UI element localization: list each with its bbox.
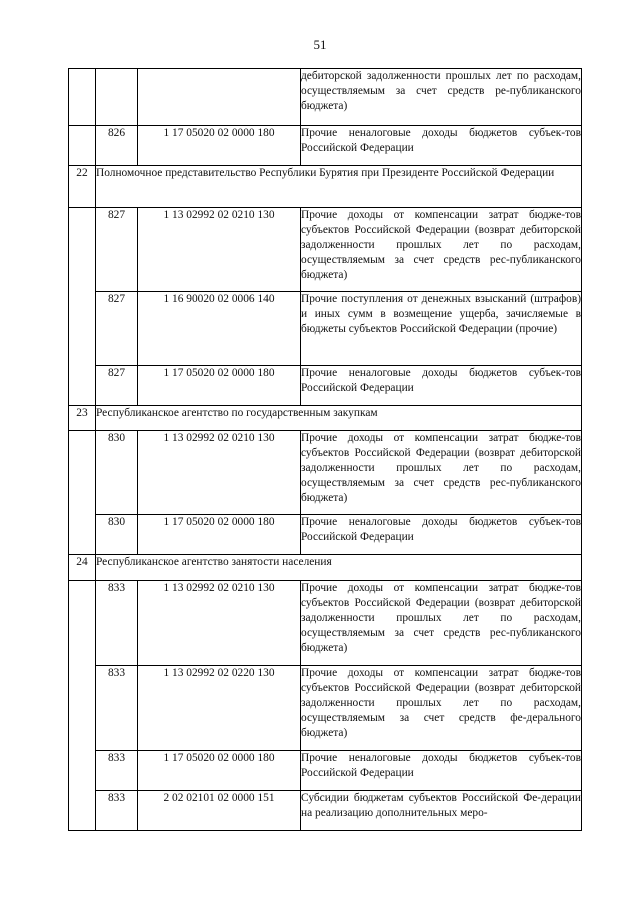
kbk-cell: 2 02 02101 02 0000 151: [138, 791, 301, 831]
admin-code-cell: 833: [96, 751, 138, 791]
page-number: 51: [313, 37, 327, 52]
number-cell: [69, 126, 96, 166]
kbk-cell: 1 17 05020 02 0000 180: [138, 751, 301, 791]
description-cell: Прочие неналоговые доходы бюджетов субъек-тов Российской Федерации: [301, 751, 582, 791]
description-cell: Прочие доходы от компенсации затрат бюдже-тов субъектов Российской Федерации (возврат дебиторской задолженности прошлых лет по расходам, осуществляемым за счет средств фе-дерального бюджета): [301, 666, 582, 751]
kbk-cell: [138, 69, 301, 126]
revenue-codes-table: [68, 68, 582, 831]
table-row: [69, 431, 582, 515]
organization-row: [69, 166, 582, 208]
org-name-cell: Полномочное представительство Республики Бурятия при Президенте Российской Федерации: [96, 166, 582, 208]
admin-code-cell: 827: [96, 208, 138, 292]
number-cell: [69, 69, 96, 126]
number-cell: [69, 431, 96, 555]
org-name-cell: Республиканское агентство занятости населения: [96, 555, 582, 581]
kbk-cell: 1 13 02992 02 0210 130: [138, 431, 301, 515]
description-cell: Субсидии бюджетам субъектов Российской Фе-дерации на реализацию дополнительных меро-: [301, 791, 582, 831]
description-cell: дебиторской задолженности прошлых лет по расходам, осуществляемым за счет средств ре-публиканского бюджета): [301, 69, 582, 126]
description-cell: Прочие неналоговые доходы бюджетов субъек-тов Российской Федерации: [301, 366, 582, 406]
kbk-cell: 1 13 02992 02 0210 130: [138, 581, 301, 666]
organization-row: [69, 406, 582, 431]
admin-code-cell: 826: [96, 126, 138, 166]
admin-code-cell: 827: [96, 292, 138, 366]
description-cell: Прочие доходы от компенсации затрат бюдже-тов субъектов Российской Федерации (возврат дебиторской задолженности прошлых лет по расходам, осуществляемым за счет средств рес-публиканского бюджета): [301, 581, 582, 666]
kbk-cell: 1 17 05020 02 0000 180: [138, 366, 301, 406]
org-number-cell: 24: [69, 555, 96, 581]
table-row: [69, 208, 582, 292]
admin-code-cell: [96, 69, 138, 126]
org-number-cell: 22: [69, 166, 96, 208]
table-row: [69, 581, 582, 666]
admin-code-cell: 833: [96, 581, 138, 666]
admin-code-cell: 827: [96, 366, 138, 406]
table-row: [69, 69, 582, 126]
organization-row: [69, 555, 582, 581]
admin-code-cell: 830: [96, 431, 138, 515]
description-cell: Прочие доходы от компенсации затрат бюдже-тов субъектов Российской Федерации (возврат дебиторской задолженности прошлых лет по расходам, осуществляемым за счет средств рес-публиканского бюджета): [301, 431, 582, 515]
number-cell: [69, 208, 96, 406]
table-row: [69, 515, 582, 555]
kbk-cell: 1 13 02992 02 0210 130: [138, 208, 301, 292]
kbk-cell: 1 16 90020 02 0006 140: [138, 292, 301, 366]
number-cell: [69, 581, 96, 831]
table-row: [69, 366, 582, 406]
table-row: [69, 292, 582, 366]
kbk-cell: 1 17 05020 02 0000 180: [138, 126, 301, 166]
table-row: [69, 666, 582, 751]
admin-code-cell: 833: [96, 666, 138, 751]
description-cell: Прочие поступления от денежных взысканий (штрафов) и иных сумм в возмещение ущерба, зачисляемые в бюджеты субъектов Российской Федерации (прочие): [301, 292, 582, 366]
kbk-cell: 1 13 02992 02 0220 130: [138, 666, 301, 751]
org-number-cell: 23: [69, 406, 96, 431]
admin-code-cell: 830: [96, 515, 138, 555]
admin-code-cell: 833: [96, 791, 138, 831]
org-name-cell: Республиканское агентство по государственным закупкам: [96, 406, 582, 431]
table-row: [69, 126, 582, 166]
description-cell: Прочие доходы от компенсации затрат бюдже-тов субъектов Российской Федерации (возврат дебиторской задолженности прошлых лет по расходам, осуществляемым за счет средств рес-публиканского бюджета): [301, 208, 582, 292]
kbk-cell: 1 17 05020 02 0000 180: [138, 515, 301, 555]
table-row: [69, 791, 582, 831]
table-body: [69, 69, 582, 831]
description-cell: Прочие неналоговые доходы бюджетов субъек-тов Российской Федерации: [301, 126, 582, 166]
description-cell: Прочие неналоговые доходы бюджетов субъек-тов Российской Федерации: [301, 515, 582, 555]
table-row: [69, 751, 582, 791]
